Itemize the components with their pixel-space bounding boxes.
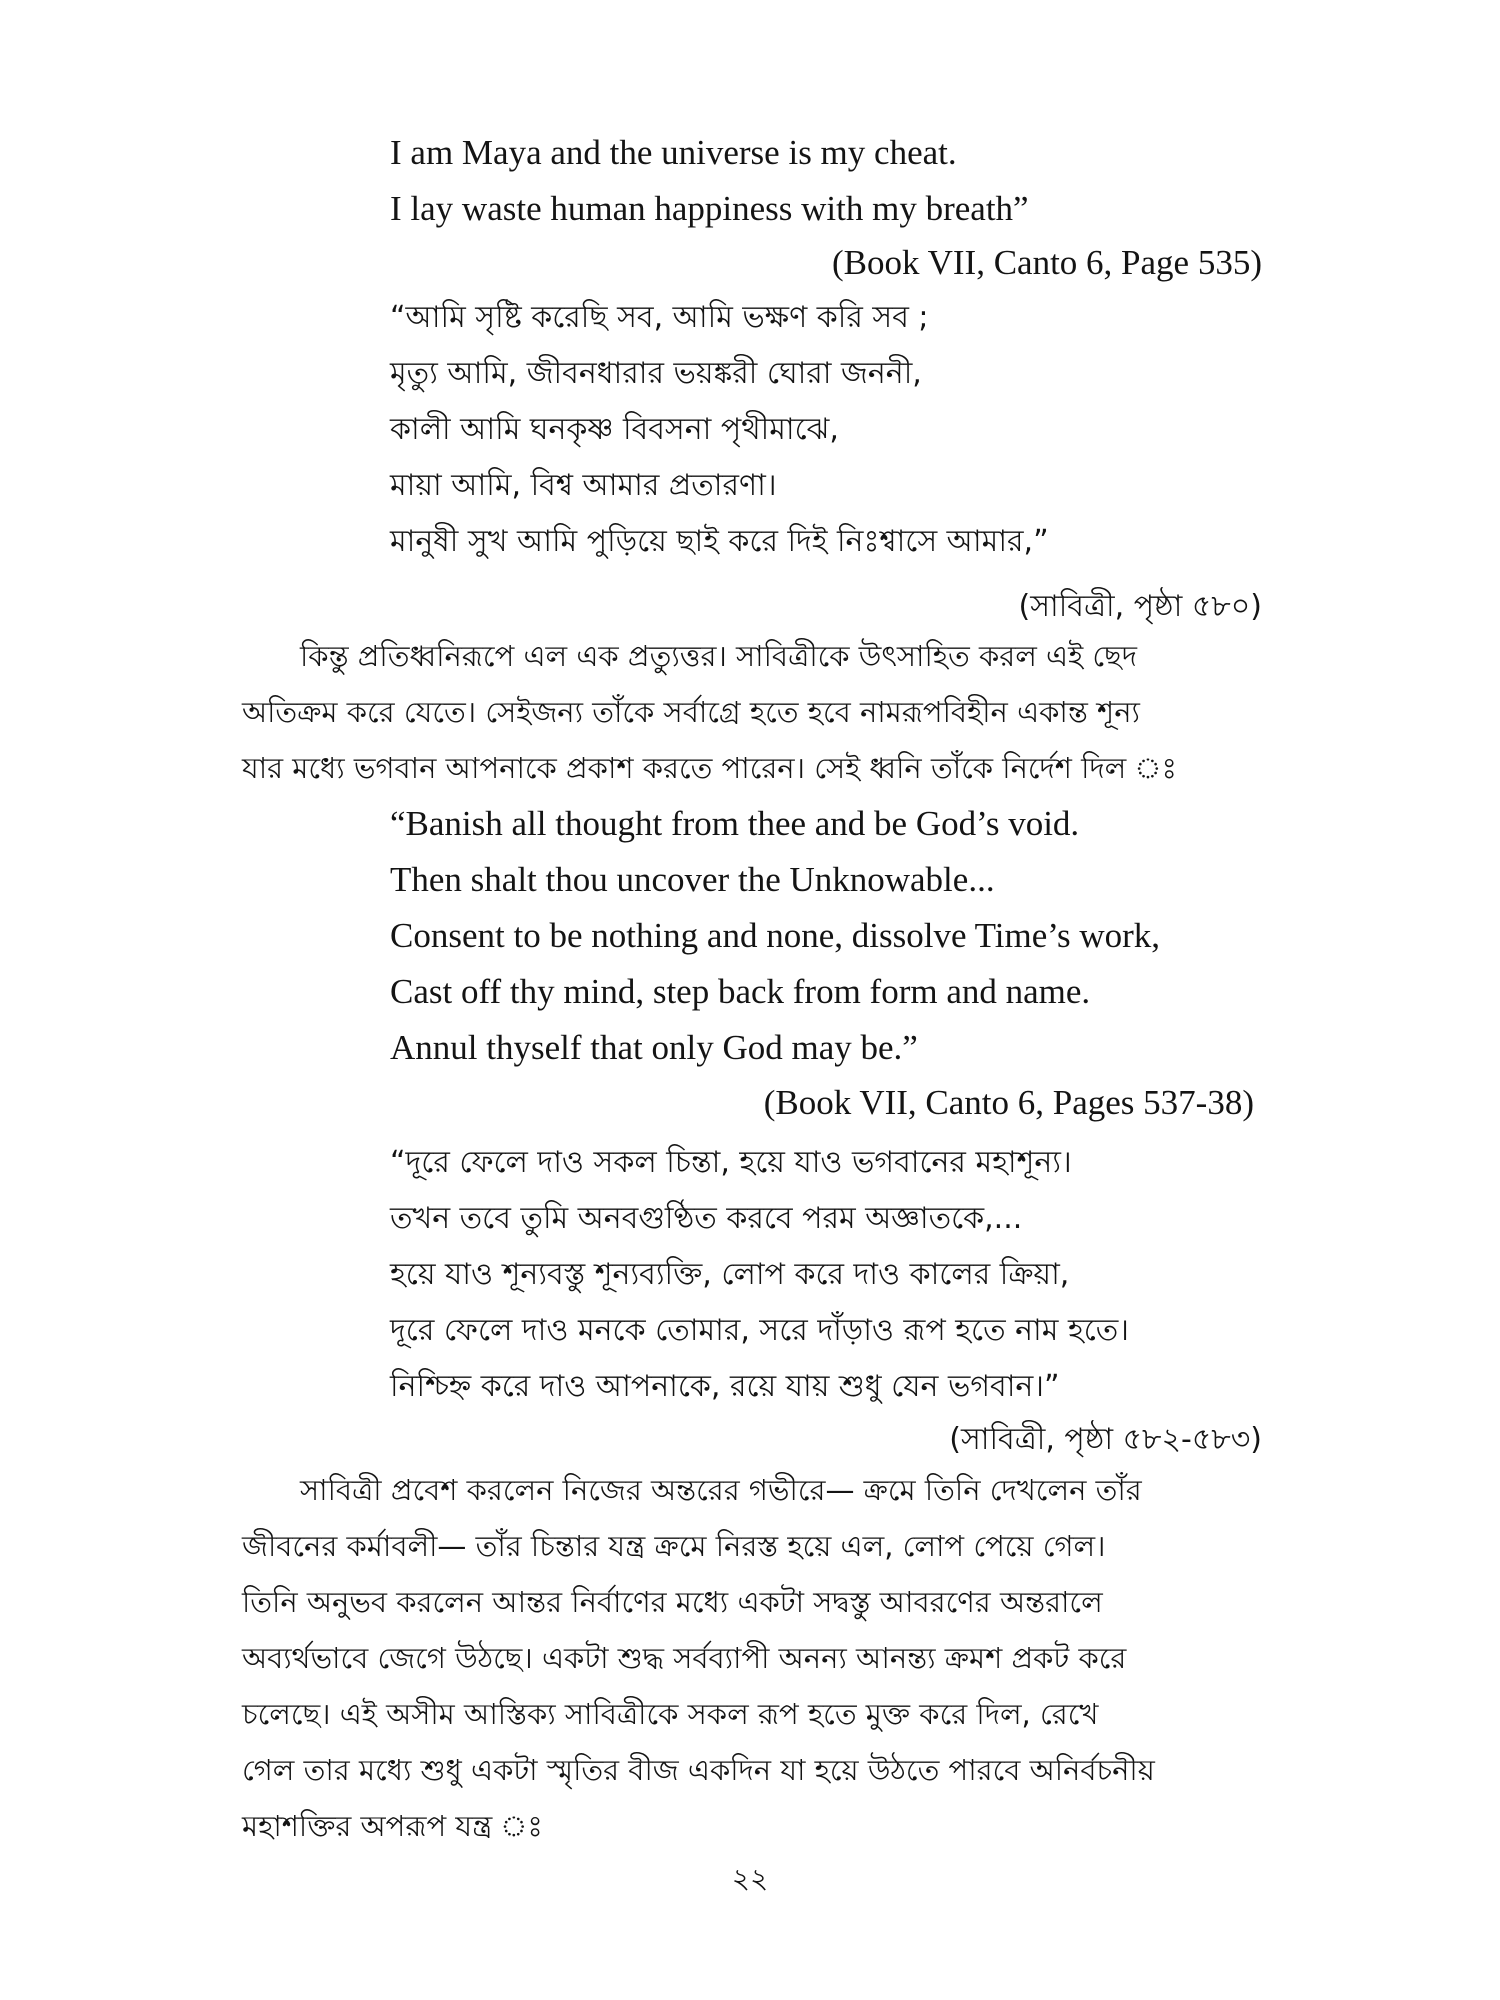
- english-citation-2: (Book VII, Canto 6, Pages 537-38): [763, 1083, 1254, 1122]
- verse-line: Consent to be nothing and none, dissolve Time’s work,: [390, 916, 1160, 955]
- paragraph-line: তিনি অনুভব করলেন আন্তর নির্বাণের মধ্যে একটা সদ্বস্তু আবরণের অন্তরালে: [242, 1585, 1103, 1619]
- bengali-citation-1: (সাবিত্রী, পৃষ্ঠা ৫৮০): [1018, 589, 1262, 624]
- verse-line: I lay waste human happiness with my breath”: [390, 189, 1029, 228]
- english-verse-2: [390, 796, 1160, 1076]
- translation-line: হয়ে যাও শূন্যবস্তু শূন্যব্যক্তি, লোপ করে দাও কালের ক্রিয়া,: [390, 1257, 1070, 1292]
- paragraph-line: চলেছে। এই অসীম আস্তিক্য সাবিত্রীকে সকল রূপ হতে মুক্ত করে দিল, রেখে: [242, 1697, 1099, 1731]
- paragraph-line: কিন্তু প্রতিধ্বনিরূপে এল এক প্রত্যুত্তর। সাবিত্রীকে উৎসাহিত করল এই ছেদ: [300, 639, 1137, 673]
- translation-line: মানুষী সুখ আমি পুড়িয়ে ছাই করে দিই নিঃশ্বাসে আমার,”: [390, 524, 1049, 559]
- bengali-translation-1: [390, 290, 1049, 570]
- paragraph-line: অতিক্রম করে যেতে। সেইজন্য তাঁকে সর্বাগ্রে হতে হবে নামরূপবিহীন একান্ত শূন্য: [242, 695, 1140, 729]
- translation-line: মায়া আমি, বিশ্ব আমার প্রতারণা।: [390, 468, 777, 503]
- paragraph-2: [242, 1462, 1256, 1854]
- translation-line: দূরে ফেলে দাও মনকে তোমার, সরে দাঁড়াও রূপ হতে নাম হতে।: [390, 1313, 1129, 1348]
- translation-line: নিশ্চিহ্ন করে দাও আপনাকে, রয়ে যায় শুধু যেন ভগবান।”: [390, 1369, 1060, 1404]
- paragraph-line: অব্যর্থভাবে জেগে উঠছে। একটা শুদ্ধ সর্বব্যাপী অনন্য আনন্ত্য ক্রমশ প্রকট করে: [242, 1641, 1127, 1675]
- page-number: ২২: [731, 1862, 769, 1895]
- verse-line: Cast off thy mind, step back from form and name.: [390, 972, 1091, 1011]
- bengali-translation-2: [390, 1135, 1129, 1415]
- paragraph-line: গেল তার মধ্যে শুধু একটা স্মৃতির বীজ একদিন যা হয়ে উঠতে পারবে অনির্বচনীয়: [242, 1753, 1155, 1787]
- english-citation-1: (Book VII, Canto 6, Page 535): [832, 243, 1262, 282]
- verse-line: “Banish all thought from thee and be God’s void.: [390, 804, 1080, 843]
- paragraph-line: যার মধ্যে ভগবান আপনাকে প্রকাশ করতে পারেন। সেই ধ্বনি তাঁকে নির্দেশ দিল ঃ: [242, 751, 1177, 785]
- translation-line: মৃত্যু আমি, জীবনধারার ভয়ঙ্করী ঘোরা জননী,: [390, 356, 922, 391]
- translation-line: কালী আমি ঘনকৃষ্ণ বিবসনা পৃথীমাঝে,: [390, 412, 839, 447]
- paragraph-line: সাবিত্রী প্রবেশ করলেন নিজের অন্তরের গভীরে— ক্রমে তিনি দেখলেন তাঁর: [300, 1473, 1142, 1507]
- bengali-citation-2: (সাবিত্রী, পৃষ্ঠা ৫৮২-৫৮৩): [949, 1422, 1262, 1457]
- translation-line: “দূরে ফেলে দাও সকল চিন্তা, হয়ে যাও ভগবানের মহাশূন্য।: [390, 1145, 1072, 1180]
- paragraph-line: জীবনের কর্মাবলী— তাঁর চিন্তার যন্ত্র ক্রমে নিরস্ত হয়ে এল, লোপ পেয়ে গেল।: [242, 1529, 1106, 1563]
- paragraph-1: [242, 628, 1256, 796]
- translation-line: তখন তবে তুমি অনবগুণ্ঠিত করবে পরম অজ্ঞাতকে,...: [390, 1201, 1023, 1236]
- paragraph-line: মহাশক্তির অপরূপ যন্ত্র ঃ: [242, 1809, 543, 1843]
- verse-line: I am Maya and the universe is my cheat.: [390, 133, 957, 172]
- english-verse-1: [390, 125, 1029, 237]
- verse-line: Then shalt thou uncover the Unknowable...: [390, 860, 995, 899]
- verse-line: Annul thyself that only God may be.”: [390, 1028, 918, 1067]
- translation-line: “আমি সৃষ্টি করেছি সব, আমি ভক্ষণ করি সব ;: [390, 300, 929, 335]
